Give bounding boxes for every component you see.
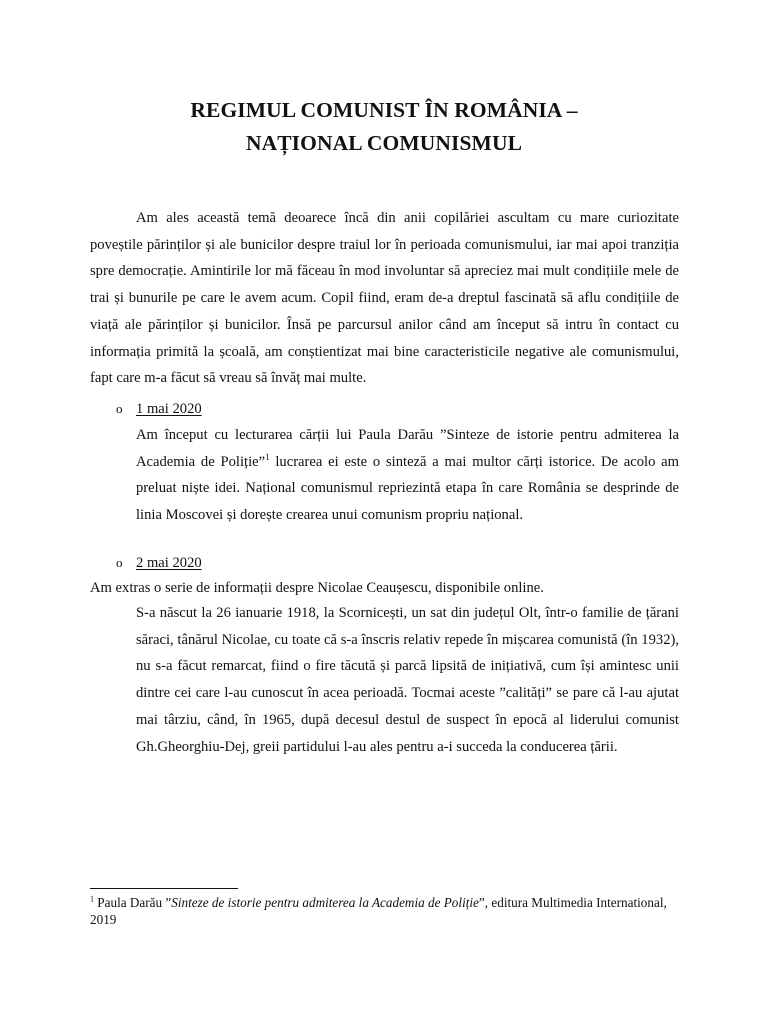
- page-title: [90, 94, 678, 160]
- footnote-reference[interactable]: 1: [265, 451, 270, 462]
- entry-2-date-text: 2 mai 2020: [136, 555, 202, 571]
- entry-1-body-text: Am început cu lecturarea cărții lui Paula Darău ”Sinteze de istorie pentru admiterea la Academia de Poliție”: [136, 427, 679, 470]
- entry-2-bullet: o: [116, 555, 123, 570]
- entry-1-date: [136, 399, 202, 419]
- entry-2-body: S-a născut la 26 ianuarie 1918, la Scornicești, un sat din județul Olt, într-o familie de țărani săraci, tânărul Nicolae, cu toate că s-a înscris relativ repede în mișcarea comunistă (în 1932), nu s-a făcut remarcat, fiind o fire tăcută și parcă lipsită de inițiativă, cum își amintesc unii dintre cei care l-au cunoscut în acea perioadă. Tocmai aceste ”calități” se pare că l-au ajutat mai târziu, când, în 1965, după decesul destul de suspect în epocă al liderului comunist Gh.Gheorghiu-Dej, greii partidului l-au ales pentru a-i succeda la conducerea țării.: [136, 605, 679, 755]
- footnote: [90, 894, 690, 928]
- footnote-author: Paula Darău ”: [94, 895, 172, 910]
- title-line-2: NAȚIONAL COMUNISMUL: [245, 131, 523, 155]
- entry-1-bullet: o: [116, 401, 123, 416]
- entry-2-date: [136, 553, 202, 573]
- footnote-separator: [90, 888, 238, 889]
- footnote-publisher: ”, editura Multimedia International, 2019: [90, 895, 667, 927]
- entry-2-intro: Am extras o serie de informații despre Nicolae Ceaușescu, disponibile online.: [90, 580, 544, 596]
- entry-1-body-text-cont: lucrarea ei este o sinteză a mai multor cărți istorice. De acolo am preluat niște idei. Național comunismul repriezintă etapa în care România se desprinde de linia Moscovei și dorește crearea unui comunism propriu național.: [136, 453, 679, 524]
- title-line-1: REGIMUL COMUNIST ÎN ROMÂNIA –: [190, 98, 578, 122]
- intro-paragraph: Am ales această temă deoarece încă din anii copilăriei ascultam cu mare curiozitate poveștile părinților și ale bunicilor despre traiul lor în perioada comunismului, iar mai apoi tranziția spre democrație. Amintirile lor mă făceau în mod involuntar să apreciez mai mult condițiile mele de trai și bunurile pe care le avem acum. Copil fiind, eram de-a dreptul fascinată să aflu condițiile de viață ale părinților și bunicilor. Însă pe parcursul anilor când am început să intru în contact cu informația primită la școală, am conștientizat mai bine caracteristicile negative ale comunismului, fapt care m-a făcut să vreau să învăț mai multe.: [90, 210, 679, 387]
- footnote-book-title: Sinteze de istorie pentru admiterea la Academia de Poliție: [171, 895, 479, 910]
- entry-1-body: [136, 422, 679, 529]
- footnote-mark: 1: [90, 894, 94, 904]
- entry-1-date-text: 1 mai 2020: [136, 401, 202, 417]
